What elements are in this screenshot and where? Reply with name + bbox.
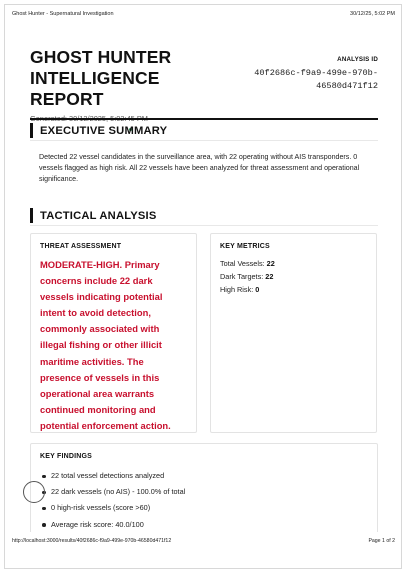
metric-total-vessels [220,257,367,270]
list-item: 22 dark vessels (no AIS) - 100.0% of total [40,484,368,500]
key-metrics-title: KEY METRICS [220,243,270,250]
list-item: 0 high-risk vessels (score >60) [40,500,368,516]
section-rule [30,140,378,141]
section-accent-bar [30,123,33,138]
executive-summary-text: Detected 22 vessel candidates in the surveillance area, with 22 operating without AIS transponders. 0 vessels flagged as high risk. All 22 vessels have been analyzed for threat assessment and operational significance. [39,153,360,184]
print-footer [12,538,395,544]
key-findings-title: KEY FINDINGS [40,453,93,460]
print-doc-title: Ghost Hunter - Supernatural Investigation [12,11,114,17]
metric-label: High Risk: [220,285,254,294]
metric-label: Total Vessels: [220,259,265,268]
print-header [12,11,395,17]
threat-assessment-title: THREAT ASSESSMENT [40,243,122,250]
section-accent-bar [30,208,33,223]
metric-dark-targets [220,270,367,283]
print-page-number: Page 1 of 2 [368,538,395,544]
section-rule [30,225,378,226]
metric-value: 0 [255,285,260,294]
threat-assessment-text: MODERATE-HIGH. Primary concerns include 22 dark vessels indicating potential intent to avoid detection, commonly associated with illegal fishing or other illicit maritime activities. The presence of vessels in this operational area warrants continued monitoring and potential enforcement action. [40,259,171,431]
tactical-analysis-heading [30,208,378,223]
key-findings-card [30,443,378,543]
analysis-id-box [238,56,378,93]
analysis-id-value: 40f2686c-f9a9-499e-970b-46580d471f12 [254,68,378,91]
executive-summary-heading [30,123,378,138]
metrics-list [220,257,367,296]
tactical-analysis-title: TACTICAL ANALYSIS [40,209,157,222]
analysis-id-label: ANALYSIS ID [337,56,378,63]
metric-high-risk [220,283,367,296]
report-header [30,47,378,123]
key-findings-list [40,468,368,533]
metric-value: 22 [265,272,274,281]
metric-label: Dark Targets: [220,272,264,281]
list-item: 22 total vessel detections analyzed [40,468,368,484]
print-datetime: 30/12/25, 5:02 PM [350,11,395,17]
header-divider [30,118,378,120]
executive-summary-title: EXECUTIVE SUMMARY [40,124,168,137]
print-url: http://localhost:3000/results/40f2686c-f9a9-499e-970b-46580d471f12 [12,538,172,544]
threat-assessment-card [30,233,197,433]
report-title: GHOST HUNTER INTELLIGENCE REPORT [30,47,172,109]
key-metrics-card [210,233,377,433]
metric-value: 22 [266,259,275,268]
cursor-indicator-icon [23,481,45,503]
list-item: Average risk score: 40.0/100 [40,517,368,533]
